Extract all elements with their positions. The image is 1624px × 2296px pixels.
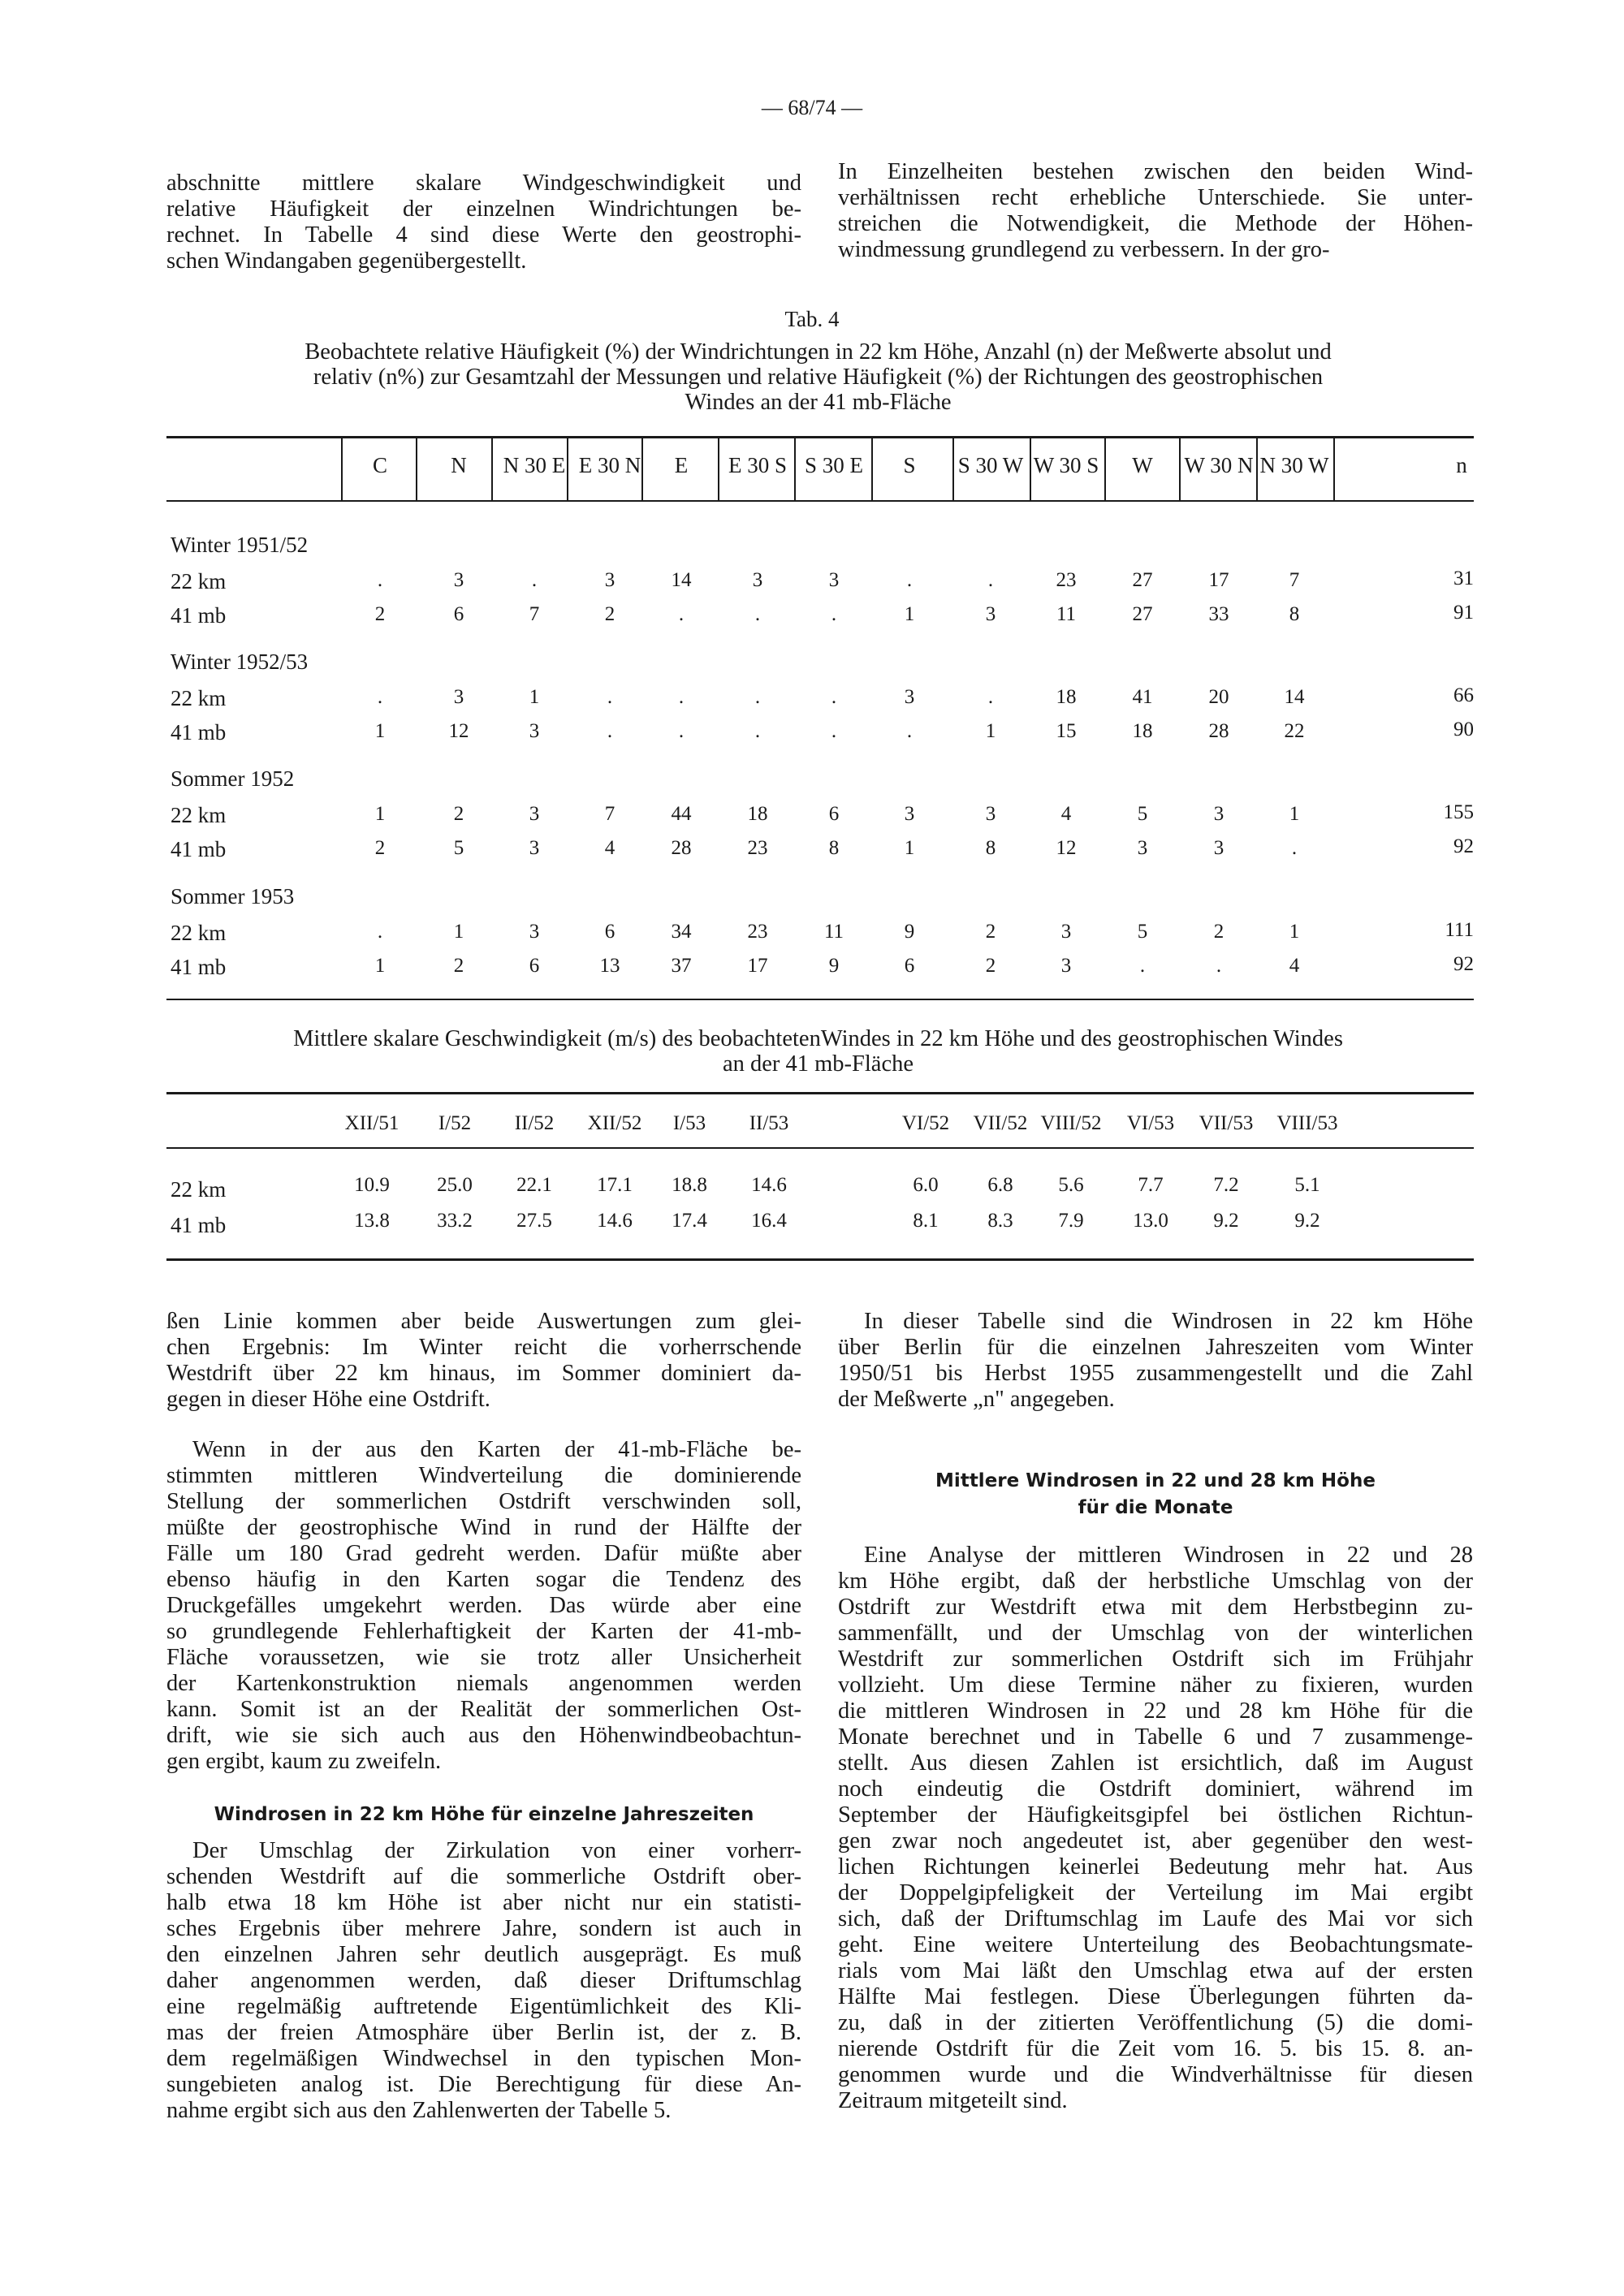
- table-4-cell: 3: [904, 686, 915, 708]
- speed-table-cell: 9.2: [1213, 1210, 1239, 1232]
- text-line: dem regelmäßigen Windwechsel in den typischen Mon-: [166, 2046, 801, 2071]
- speed-table-cell: 7.2: [1213, 1174, 1239, 1196]
- table-4-cell: 20: [1208, 686, 1229, 708]
- table-4-cell: 2: [985, 955, 996, 977]
- left-section-heading: Windrosen in 22 km Höhe für einzelne Jahreszeiten: [214, 1804, 754, 1825]
- text-line: halb etwa 18 km Höhe ist aber nicht nur ein statisti-: [166, 1890, 801, 1915]
- table-4-row-label: 41 mb: [171, 720, 227, 744]
- table-4-cell: 9: [828, 955, 840, 977]
- text-line: abschnitte mittlere skalare Windgeschwindigkeit und: [166, 170, 801, 196]
- text-line: Mittlere Windrosen in 22 und 28 km Höhe: [935, 1470, 1376, 1491]
- table-4-column-header: W: [1132, 453, 1153, 477]
- table-4-cell: 3: [453, 686, 464, 708]
- table-4-cell: 18: [747, 803, 768, 825]
- table-4-cell: 1: [904, 603, 915, 625]
- text-line: daher angenommen werden, daß dieser Driftumschlag: [166, 1968, 801, 1993]
- table-4-column-header: C: [372, 453, 387, 477]
- text-line: Zeitraum mitgeteilt sind.: [838, 2088, 1068, 2113]
- table-4-column-header: S 30 E: [804, 453, 863, 477]
- table-4-label: Tab. 4: [784, 307, 840, 331]
- text-line: chen Ergebnis: Im Winter reicht die vorherrschende: [166, 1335, 801, 1360]
- table-4-cell: 3: [1060, 921, 1072, 943]
- table-4-cell: 2: [1213, 921, 1224, 943]
- table-4-row-label: 22 km: [171, 569, 227, 593]
- table-4-cell: 31: [1453, 568, 1474, 589]
- speed-table-column-header: VII/52: [973, 1112, 1028, 1134]
- table-4-column-header: S: [903, 453, 916, 477]
- table-4-column-header: W 30 S: [1033, 453, 1099, 477]
- table-4-cell: 1: [1289, 803, 1300, 825]
- table-4-cell: .: [678, 720, 685, 742]
- speed-table-cell: 13.8: [354, 1210, 390, 1232]
- table-4-cell: 1: [453, 921, 464, 943]
- speed-table-cell: 16.4: [751, 1210, 787, 1232]
- table-4-cell: .: [377, 921, 383, 943]
- table-4-cell: 4: [1289, 955, 1300, 977]
- text-line: Fälle um 180 Grad gedreht werden. Dafür müßte aber: [166, 1541, 801, 1566]
- speed-table-column-header: XII/52: [587, 1112, 642, 1134]
- text-line: müßte der geostrophische Wind in rund der Hälfte der: [166, 1515, 801, 1540]
- text-line: Monate berechnet und in Tabelle 6 und 7 zusammenge-: [838, 1724, 1473, 1750]
- table-4-cell: 3: [1213, 837, 1224, 859]
- table-4-cell: .: [1216, 955, 1222, 977]
- table-4-column-header: N 30 W: [1259, 453, 1329, 477]
- text-line: sungebieten analog ist. Die Berechtigung für diese An-: [166, 2072, 801, 2097]
- text-line: geht. Eine weitere Unterteilung des Beobachtungsmate-: [838, 1932, 1473, 1957]
- speed-table-cell: 18.8: [672, 1174, 707, 1196]
- text-line: stellt. Aus diesen Zahlen ist ersichtlich, daß im August: [838, 1750, 1473, 1776]
- speed-table-caption: [166, 1026, 1470, 1077]
- table-4-cell: 5: [1137, 803, 1148, 825]
- table-4-cell: 11: [823, 921, 844, 943]
- speed-table-cell: 8.3: [987, 1210, 1013, 1232]
- text-line: windmessung grundlegend zu verbessern. In der gro-: [838, 237, 1330, 262]
- speed-table-header-rule: [166, 1147, 1474, 1149]
- table-4-cell: 4: [1060, 803, 1072, 825]
- table-4-cell: 22: [1284, 720, 1305, 742]
- table-4-column-header: E 30 S: [728, 453, 787, 477]
- text-line: verhältnissen recht erhebliche Unterschiede. Sie unter-: [838, 185, 1473, 210]
- speed-table-column-header: VI/53: [1126, 1112, 1175, 1134]
- table-4-cell: 34: [671, 921, 692, 943]
- text-line: Fläche voraussetzen, wie sie trotz aller Unsicherheit: [166, 1645, 801, 1670]
- table-4-column-header: S 30 W: [957, 453, 1024, 477]
- text-line: In dieser Tabelle sind die Windrosen in 22 km Höhe: [864, 1309, 1473, 1334]
- table-4-cell: 2: [453, 955, 464, 977]
- table-4-cell: 90: [1453, 719, 1474, 740]
- text-line: streichen die Notwendigkeit, die Methode der Höhen-: [838, 211, 1473, 236]
- text-line: relativ (n%) zur Gesamtzahl der Messungen und relative Häufigkeit (%) der Richtungen des geostrophischen: [313, 365, 1324, 390]
- table-4-group-title: Winter 1951/52: [171, 533, 309, 557]
- text-line: über Berlin für die einzelnen Jahreszeiten vom Winter: [838, 1335, 1473, 1360]
- text-line: zu, daß in der zitierten Veröffentlichung (5) die domi-: [838, 2010, 1473, 2035]
- table-4-cell: 7: [604, 803, 615, 825]
- table-4-cell: 3: [529, 803, 540, 825]
- speed-table-cell: 25.0: [437, 1174, 473, 1196]
- table-4-caption: [166, 339, 1470, 415]
- table-4-cell: 3: [529, 837, 540, 859]
- table-4-cell: 4: [604, 837, 615, 859]
- table-4-header-rule: [166, 500, 1474, 502]
- speed-table-cell: 17.4: [672, 1210, 707, 1232]
- text-line: den einzelnen Jahren sehr deutlich ausgeprägt. Es muß: [166, 1942, 801, 1967]
- table-4-cell: .: [906, 720, 913, 742]
- table-4-cell: 3: [828, 569, 840, 591]
- table-4-cell: 111: [1445, 919, 1474, 941]
- text-line: vollzieht. Um diese Termine näher zu fixieren, wurden: [838, 1672, 1473, 1698]
- table-4-column-divider: [1333, 438, 1335, 500]
- table-4-cell: 12: [448, 720, 469, 742]
- table-4-cell: 9: [904, 921, 915, 943]
- table-4-cell: 3: [752, 569, 763, 591]
- table-4-cell: .: [831, 686, 837, 708]
- table-4-cell: 3: [985, 603, 996, 625]
- table-4-row-label: 22 km: [171, 921, 227, 945]
- text-line: Wenn in der aus den Karten der 41-mb-Fläche be-: [192, 1437, 801, 1462]
- table-4-column-header: n: [1456, 453, 1467, 477]
- table-4-cell: 6: [828, 803, 840, 825]
- text-line: Hälfte Mai festlegen. Diese Überlegungen führten da-: [838, 1984, 1473, 2009]
- text-line: Der Umschlag der Zirkulation von einer vorherr-: [192, 1838, 801, 1863]
- right-paragraph-2: [838, 1543, 1473, 2114]
- table-4-cell: 66: [1453, 684, 1474, 706]
- table-4-cell: 6: [604, 921, 615, 943]
- text-line: der Meßwerte „n" angegeben.: [838, 1387, 1115, 1412]
- table-4-cell: .: [831, 720, 837, 742]
- top-left-paragraph: [166, 170, 801, 274]
- table-4-cell: 6: [529, 955, 540, 977]
- speed-table-cell: 5.1: [1294, 1174, 1320, 1196]
- table-4-cell: 17: [747, 955, 768, 977]
- table-4-cell: 3: [1060, 955, 1072, 977]
- table-4-top-rule: [166, 436, 1474, 438]
- text-line: schenden Westdrift auf die sommerliche Ostdrift ober-: [166, 1864, 801, 1889]
- speed-table-cell: 7.7: [1138, 1174, 1164, 1196]
- text-line: Beobachtete relative Häufigkeit (%) der Windrichtungen in 22 km Höhe, Anzahl (n) der Meßwerte absolut und: [304, 339, 1332, 365]
- text-line: Windes an der 41 mb-Fläche: [685, 390, 952, 415]
- table-4-cell: 27: [1132, 603, 1153, 625]
- table-4-cell: .: [754, 720, 761, 742]
- speed-table-cell: 9.2: [1294, 1210, 1320, 1232]
- table-4-cell: 8: [828, 837, 840, 859]
- table-4-cell: 3: [1213, 803, 1224, 825]
- table-4-cell: 7: [529, 603, 540, 625]
- page-number: — 68/74 —: [761, 96, 863, 119]
- text-line: Eine Analyse der mittleren Windrosen in 22 und 28: [864, 1543, 1473, 1568]
- table-4-bottom-rule: [166, 999, 1474, 1000]
- speed-table-cell: 22.1: [516, 1174, 552, 1196]
- text-line: relative Häufigkeit der einzelnen Windrichtungen be-: [166, 196, 801, 222]
- speed-table-column-header: XII/51: [344, 1112, 400, 1134]
- table-4-cell: .: [1291, 837, 1298, 859]
- speed-table-column-header: II/53: [749, 1112, 789, 1134]
- table-4-cell: 2: [453, 803, 464, 825]
- table-4-cell: 44: [671, 803, 692, 825]
- table-4-cell: 3: [904, 803, 915, 825]
- table-4-cell: 11: [1056, 603, 1077, 625]
- table-4-cell: 5: [1137, 921, 1148, 943]
- text-line: noch eindeutig die Ostdrift dominiert, während im: [838, 1776, 1473, 1802]
- table-4-cell: 2: [374, 837, 386, 859]
- text-line: eine regelmäßig auftretende Eigentümlichkeit des Kli-: [166, 1994, 801, 2019]
- speed-table-cell: 6.0: [913, 1174, 939, 1196]
- table-4-cell: 23: [747, 921, 768, 943]
- text-line: stimmten mittleren Windverteilung die dominierende: [166, 1463, 801, 1488]
- text-line: nierende Ostdrift für die Zeit vom 16. 5. bis 15. 8. an-: [838, 2036, 1473, 2061]
- table-4-cell: .: [377, 686, 383, 708]
- text-line: nahme ergibt sich aus den Zahlenwerten der Tabelle 5.: [166, 2098, 672, 2123]
- table-4-cell: 1: [374, 720, 386, 742]
- table-4-cell: 3: [604, 569, 615, 591]
- table-4-cell: .: [754, 603, 761, 625]
- table-4-cell: 23: [1056, 569, 1077, 591]
- table-4-cell: 1: [374, 803, 386, 825]
- speed-table-column-header: VI/52: [901, 1112, 950, 1134]
- table-4-cell: 8: [1289, 603, 1300, 625]
- right-paragraph-1: [838, 1309, 1473, 1413]
- table-4-cell: .: [1139, 955, 1146, 977]
- table-4-cell: 91: [1453, 602, 1474, 624]
- speed-table-row-label: 22 km: [171, 1177, 227, 1202]
- left-paragraph-3: [166, 1838, 801, 2124]
- table-4-cell: 28: [1208, 720, 1229, 742]
- table-4-cell: .: [831, 603, 837, 625]
- table-4-group-title: Sommer 1952: [171, 766, 295, 791]
- table-4-cell: 2: [985, 921, 996, 943]
- text-line: ßen Linie kommen aber beide Auswertungen zum glei-: [166, 1309, 801, 1334]
- table-4-cell: 7: [1289, 569, 1300, 591]
- text-line: Druckgefälles umgekehrt werden. Das würde aber eine: [166, 1593, 801, 1618]
- text-line: Westdrift zur sommerlichen Ostdrift sich im Frühjahr: [838, 1646, 1473, 1672]
- table-4-cell: 41: [1132, 686, 1153, 708]
- table-4-cell: 2: [604, 603, 615, 625]
- text-line: so grundlegende Fehlerhaftigkeit der Karten der 41-mb-: [166, 1619, 801, 1644]
- table-4-column-header: N 30 E: [503, 453, 566, 477]
- text-line: rials vom Mai läßt den Umschlag etwa auf der ersten: [838, 1958, 1473, 1983]
- text-line: sches Ergebnis über mehrere Jahre, sondern ist auch in: [166, 1916, 801, 1941]
- table-4-group-title: Sommer 1953: [171, 884, 295, 908]
- text-line: der Doppelgipfeligkeit der Verteilung im Mai ergibt: [838, 1880, 1473, 1905]
- table-4-column-header: E 30 N: [578, 453, 641, 477]
- text-line: lichen Richtungen keinerlei Bedeutung mehr hat. Aus: [838, 1854, 1473, 1880]
- speed-table-bottom-rule: [166, 1258, 1474, 1261]
- text-line: Westdrift über 22 km hinaus, im Sommer dominiert da-: [166, 1361, 801, 1386]
- table-4-cell: 3: [985, 803, 996, 825]
- left-paragraph-1: [166, 1309, 801, 1413]
- table-4-row-label: 41 mb: [171, 955, 227, 979]
- table-4-cell: 33: [1208, 603, 1229, 625]
- speed-table-column-header: II/52: [514, 1112, 555, 1134]
- top-right-paragraph: [838, 159, 1473, 263]
- table-4-cell: 3: [1137, 837, 1148, 859]
- text-line: 1950/51 bis Herbst 1955 zusammengestellt und die Zahl: [838, 1361, 1473, 1386]
- speed-table-cell: 5.6: [1058, 1174, 1084, 1196]
- table-4-row-label: 41 mb: [171, 837, 227, 861]
- table-4-column-header: N: [451, 453, 467, 477]
- table-4-row-label: 41 mb: [171, 603, 227, 628]
- table-4-cell: 3: [529, 720, 540, 742]
- table-4-cell: 3: [453, 569, 464, 591]
- table-4-cell: 37: [671, 955, 692, 977]
- text-line: genommen wurde und die Windverhältnisse für diesen: [838, 2062, 1473, 2087]
- speed-table-column-header: I/53: [672, 1112, 706, 1134]
- table-4-cell: .: [987, 686, 994, 708]
- text-line: die mittleren Windrosen in 22 und 28 km Höhe für die: [838, 1698, 1473, 1724]
- table-4-column-header: E: [674, 453, 689, 477]
- table-4-cell: .: [531, 569, 538, 591]
- speed-table-cell: 8.1: [913, 1210, 939, 1232]
- text-line: km Höhe ergibt, daß der herbstliche Umschlag von der: [838, 1569, 1473, 1594]
- table-4-cell: .: [906, 569, 913, 591]
- speed-table-cell: 14.6: [597, 1210, 633, 1232]
- table-4-column-header: W 30 N: [1184, 453, 1254, 477]
- speed-table-cell: 13.0: [1133, 1210, 1168, 1232]
- text-line: an der 41 mb-Fläche: [722, 1051, 914, 1077]
- table-4-cell: 3: [529, 921, 540, 943]
- left-paragraph-2: [166, 1437, 801, 1775]
- text-line: mas der freien Atmosphäre über Berlin ist, der z. B.: [166, 2020, 801, 2045]
- table-4-cell: 92: [1453, 835, 1474, 857]
- table-4-cell: 6: [904, 955, 915, 977]
- text-line: für die Monate: [1078, 1497, 1233, 1518]
- table-4-cell: .: [754, 686, 761, 708]
- speed-table-cell: 10.9: [354, 1174, 390, 1196]
- table-4-cell: 6: [453, 603, 464, 625]
- text-line: In Einzelheiten bestehen zwischen den beiden Wind-: [838, 159, 1473, 184]
- speed-table-cell: 17.1: [597, 1174, 633, 1196]
- speed-table-cell: 7.9: [1058, 1210, 1084, 1232]
- speed-table-row-label: 41 mb: [171, 1213, 227, 1237]
- speed-table-cell: 6.8: [987, 1174, 1013, 1196]
- table-4-cell: .: [377, 569, 383, 591]
- right-section-heading: [838, 1468, 1473, 1521]
- speed-table-cell: 33.2: [437, 1210, 473, 1232]
- table-4-cell: 92: [1453, 953, 1474, 975]
- speed-table-column-header: VII/53: [1199, 1112, 1254, 1134]
- table-4-cell: 1: [1289, 921, 1300, 943]
- speed-table-column-header: VIII/53: [1276, 1112, 1338, 1134]
- text-line: Mittlere skalare Geschwindigkeit (m/s) des beobachtetenWindes in 22 km Höhe und des geostrophischen Windes: [293, 1026, 1343, 1051]
- table-4-group-title: Winter 1952/53: [171, 650, 309, 674]
- text-line: rechnet. In Tabelle 4 sind diese Werte den geostrophi-: [166, 222, 801, 248]
- table-4-cell: 17: [1208, 569, 1229, 591]
- text-line: der Kartenkonstruktion niemals angenommen werden: [166, 1671, 801, 1696]
- text-line: schen Windangaben gegenübergestellt.: [166, 248, 527, 274]
- text-line: sich, daß der Driftumschlag im Laufe des Mai vor sich: [838, 1906, 1473, 1931]
- text-line: ebenso häufig in den Karten sogar die Tendenz des: [166, 1567, 801, 1592]
- table-4-cell: 5: [453, 837, 464, 859]
- table-4-cell: 18: [1056, 686, 1077, 708]
- text-line: September der Häufigkeitsgipfel bei östlichen Richtun-: [838, 1802, 1473, 1828]
- table-4-cell: 23: [747, 837, 768, 859]
- text-line: sammenfällt, und der Umschlag von der winterlichen: [838, 1621, 1473, 1646]
- table-4-cell: 1: [985, 720, 996, 742]
- table-4-cell: 8: [985, 837, 996, 859]
- table-4-cell: 15: [1056, 720, 1077, 742]
- table-4-cell: 28: [671, 837, 692, 859]
- text-line: gen zwar noch angedeutet ist, aber gegenüber den west-: [838, 1828, 1473, 1854]
- table-4-cell: 27: [1132, 569, 1153, 591]
- table-4-cell: 2: [374, 603, 386, 625]
- speed-table-column-header: VIII/52: [1040, 1112, 1102, 1134]
- table-4-cell: 1: [529, 686, 540, 708]
- table-4-cell: 13: [599, 955, 620, 977]
- speed-table-cell: 14.6: [751, 1174, 787, 1196]
- table-4-cell: .: [607, 720, 613, 742]
- table-4-cell: 1: [374, 955, 386, 977]
- table-4-cell: 18: [1132, 720, 1153, 742]
- table-4-cell: 1: [904, 837, 915, 859]
- text-line: drift, wie sie sich auch aus den Höhenwindbeobachtun-: [166, 1723, 801, 1748]
- table-4-cell: 155: [1443, 801, 1474, 823]
- table-4-cell: 14: [1284, 686, 1305, 708]
- speed-table-cell: 27.5: [516, 1210, 552, 1232]
- table-4-cell: .: [607, 686, 613, 708]
- text-line: Stellung der sommerlichen Ostdrift verschwinden soll,: [166, 1489, 801, 1514]
- text-line: gen ergibt, kaum zu zweifeln.: [166, 1749, 442, 1774]
- speed-table-column-header: I/52: [438, 1112, 472, 1134]
- table-4-cell: 12: [1056, 837, 1077, 859]
- text-line: Ostdrift zur Westdrift etwa mit dem Herbstbeginn zu-: [838, 1595, 1473, 1620]
- text-line: gegen in dieser Höhe eine Ostdrift.: [166, 1387, 490, 1412]
- table-4-cell: .: [987, 569, 994, 591]
- table-4-row-label: 22 km: [171, 803, 227, 827]
- speed-table-top-rule: [166, 1092, 1474, 1094]
- table-4-cell: .: [678, 686, 685, 708]
- text-line: kann. Somit ist an der Realität der sommerlichen Ost-: [166, 1697, 801, 1722]
- table-4-cell: 14: [671, 569, 692, 591]
- table-4-row-label: 22 km: [171, 686, 227, 710]
- table-4-cell: .: [678, 603, 685, 625]
